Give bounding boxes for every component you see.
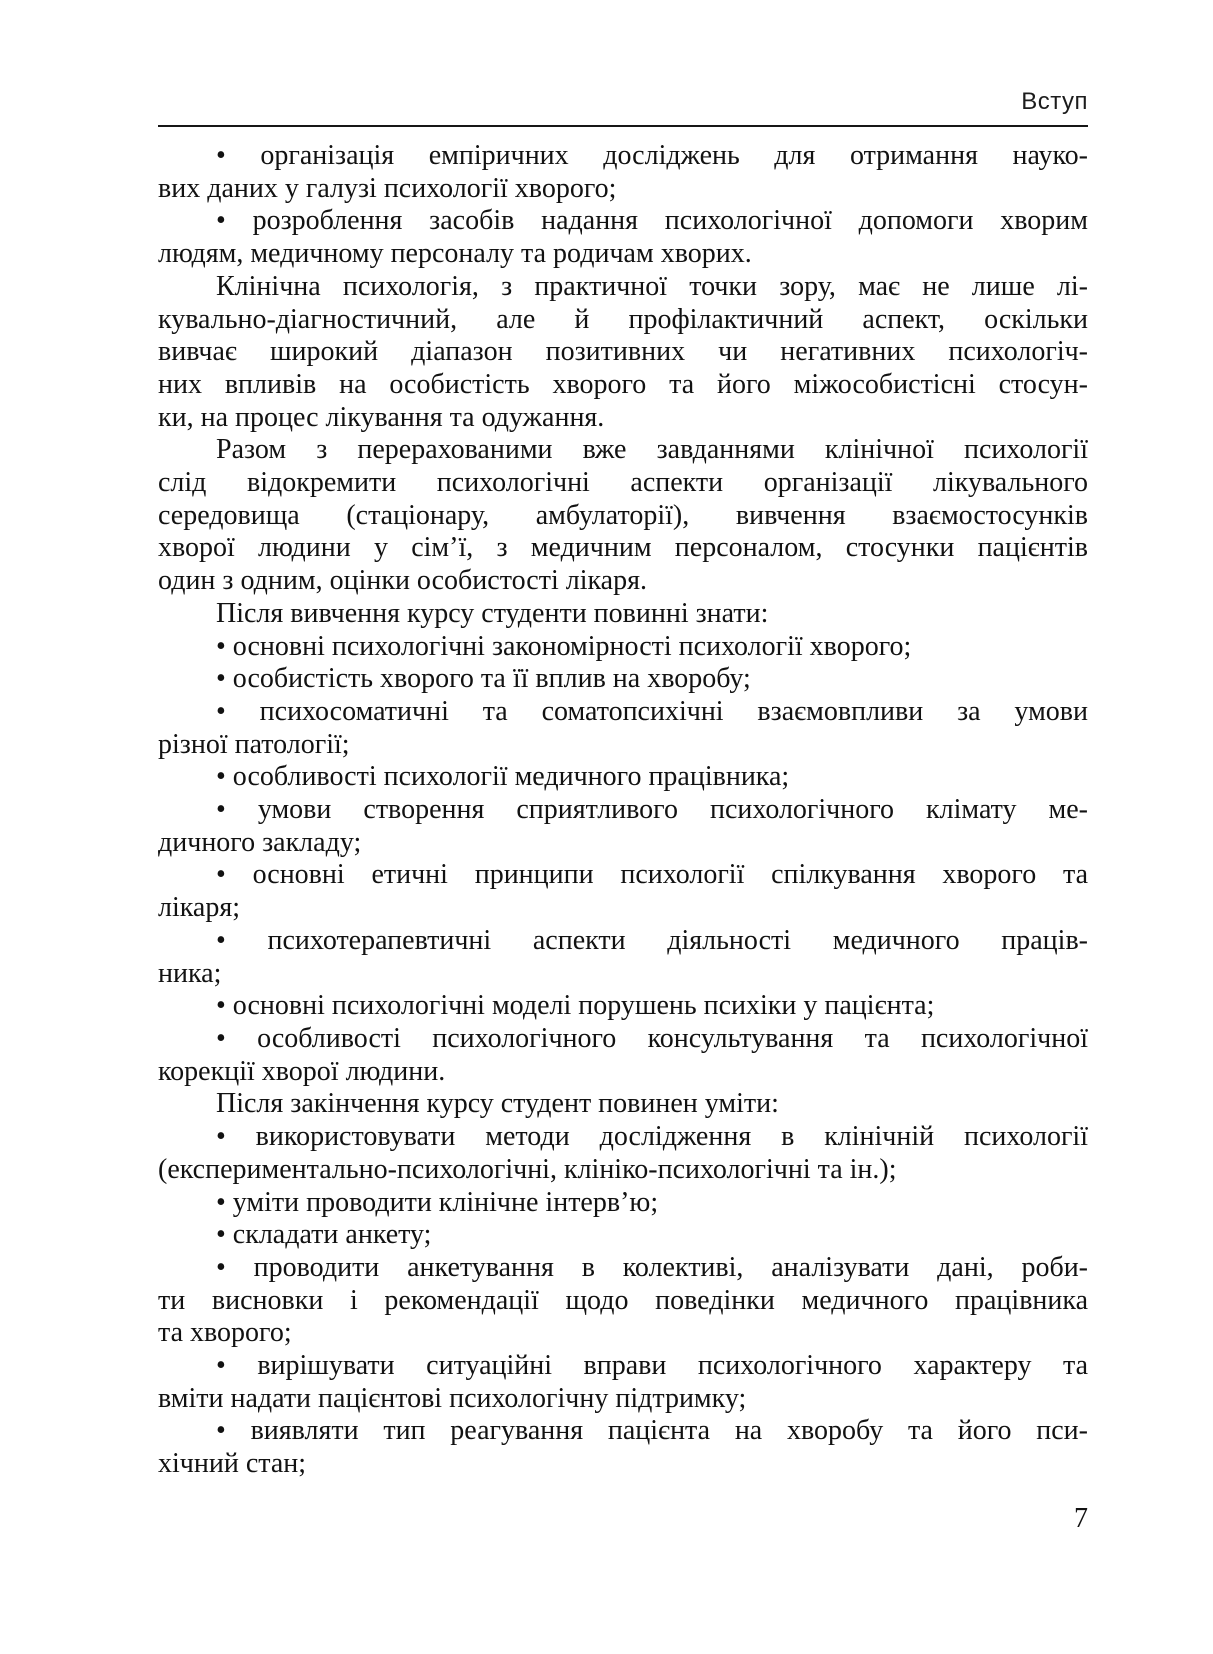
text-line: Після вивчення курсу студенти повинні знати: bbox=[216, 597, 769, 629]
text-line: людям, медичному персоналу та родичам хворих. bbox=[158, 238, 752, 270]
bullet-line: • вирішувати ситуаційні вправи психологічного характеру та bbox=[216, 1350, 1088, 1382]
text-line: та хворого; bbox=[158, 1317, 292, 1349]
text-line: корекції хворої людини. bbox=[158, 1055, 446, 1087]
bullet-line: • умови створення сприятливого психологічного клімату ме- bbox=[216, 794, 1088, 826]
text-line: різної патології; bbox=[158, 728, 350, 760]
text-line: (експериментально-психологічні, клініко-психологічні та ін.); bbox=[158, 1153, 897, 1185]
text-line: ника; bbox=[158, 957, 222, 989]
bullet-line: • основні психологічні закономірності психології хворого; bbox=[216, 630, 912, 662]
bullet-line: • розроблення засобів надання психологічної допомоги хворим bbox=[216, 205, 1088, 237]
bullet-line: • особистість хворого та її вплив на хворобу; bbox=[216, 663, 751, 695]
running-header bbox=[158, 88, 1088, 127]
text-line: них впливів на особистість хворого та його міжособистісні стосун- bbox=[158, 368, 1088, 400]
text-line: ти висновки і рекомендації щодо поведінки медичного працівника bbox=[158, 1284, 1088, 1316]
bullet-line: • особливості психологічного консультування та психологічної bbox=[216, 1022, 1088, 1054]
text-line: середовища (стаціонару, амбулаторії), вивчення взаємостосунків bbox=[158, 499, 1088, 531]
bullet-line: • особливості психології медичного працівника; bbox=[216, 761, 790, 793]
text-line: вих даних у галузі психології хворого; bbox=[158, 172, 617, 204]
text-line: Разом з перерахованими вже завданнями клінічної психології bbox=[216, 434, 1088, 466]
running-header-title: Вступ bbox=[1021, 88, 1088, 115]
text-line: хворої людини у сім’ї, з медичним персоналом, стосунки пацієнтів bbox=[158, 532, 1088, 564]
text-line: слід відокремити психологічні аспекти організації лікувального bbox=[158, 467, 1088, 499]
text-line: вміти надати пацієнтові психологічну підтримку; bbox=[158, 1382, 747, 1414]
text-line: один з одним, оцінки особистості лікаря. bbox=[158, 565, 647, 597]
text-line: вивчає широкий діапазон позитивних чи негативних психологіч- bbox=[158, 336, 1088, 368]
page-content bbox=[158, 88, 1088, 1481]
text-line: ки, на процес лікування та одужання. bbox=[158, 401, 605, 433]
text-line: лікаря; bbox=[158, 892, 241, 924]
bullet-line: • уміти проводити клінічне інтерв’ю; bbox=[216, 1186, 659, 1218]
bullet-line: • основні психологічні моделі порушень психіки у пацієнта; bbox=[216, 990, 935, 1022]
text-line: кувально-діагностичний, але й профілактичний аспект, оскільки bbox=[158, 303, 1088, 335]
page-body bbox=[158, 127, 1088, 1481]
text-line: Після закінчення курсу студент повинен уміти: bbox=[216, 1088, 779, 1120]
text-line: хічний стан; bbox=[158, 1448, 307, 1480]
bullet-line: • використовувати методи дослідження в клінічній психології bbox=[216, 1121, 1088, 1153]
bullet-line: • складати анкету; bbox=[216, 1219, 432, 1251]
bullet-line: • проводити анкетування в колективі, аналізувати дані, роби- bbox=[216, 1251, 1088, 1283]
bullet-line: • психотерапевтичні аспекти діяльності медичного праців- bbox=[216, 924, 1088, 956]
text-line: дичного закладу; bbox=[158, 826, 362, 858]
text-line: Клінічна психологія, з практичної точки зору, має не лише лі- bbox=[216, 270, 1088, 302]
page-number: 7 bbox=[1074, 1503, 1088, 1534]
bullet-line: • психосоматичні та соматопсихічні взаємовпливи за умови bbox=[216, 695, 1088, 727]
bullet-line: • організація емпіричних досліджень для отримання науко- bbox=[216, 140, 1088, 171]
bullet-line: • основні етичні принципи психології спілкування хворого та bbox=[216, 859, 1088, 891]
bullet-line: • виявляти тип реагування пацієнта на хворобу та його пси- bbox=[216, 1415, 1088, 1447]
